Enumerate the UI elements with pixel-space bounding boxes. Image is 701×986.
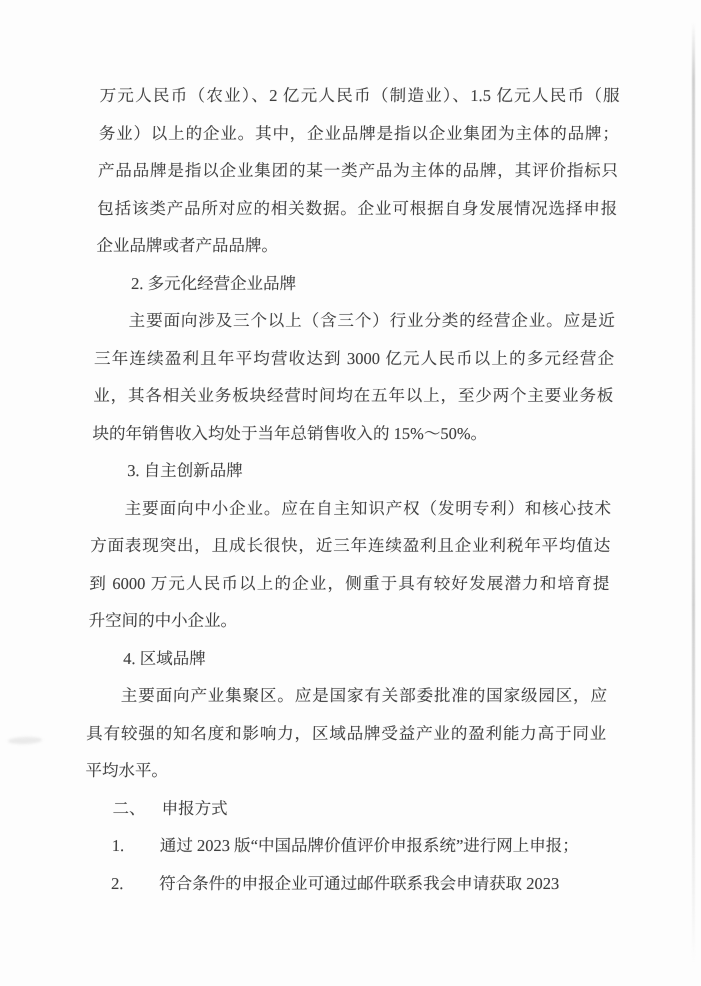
paragraph-brand-definitions [96, 77, 620, 265]
list-item-email-application [83, 865, 604, 903]
subheading-independent-innovation-brand: 3. 自主创新品牌 [127, 461, 243, 480]
scan-artifact-left-smudge [8, 736, 42, 744]
list-item-text: 通过 2023 版“中国品牌价值评价申报系统”进行网上申报； [159, 836, 580, 855]
document-text-block [83, 77, 620, 902]
text-line: 升空间的中小企业。 [88, 611, 238, 630]
paragraph-independent-innovation-brand [88, 490, 611, 640]
text-line: 到 6000 万元人民币以上的企业，侧重于具有较好发展潜力和培育提 [89, 573, 610, 593]
paragraph-diversified-enterprise-brand [92, 302, 615, 452]
subheading-regional-brand: 4. 区域品牌 [123, 648, 206, 668]
text-line: 块的年销售收入均处于当年总销售收入的 15%～50%。 [92, 423, 488, 443]
scan-artifact-right-edge [692, 22, 695, 962]
text-line: 万元人民币（农业）、2 亿元人民币（制造业）、1.5 亿元人民币（服 [99, 86, 620, 105]
subheading-diversified-enterprise-brand: 2. 多元化经营企业品牌 [130, 273, 297, 293]
text-line: 业，其各相关业务板块经营时间均在五年以上，至少两个主要业务板 [93, 386, 614, 405]
text-line: 主要面向中小企业。应在自主知识产权（发明专利）和核心技术 [124, 498, 612, 518]
text-line: 三年连续盈利且年平均营收达到 3000 亿元人民币以上的多元经营企 [93, 348, 615, 368]
text-line: 方面表现突出，且成长很快，近三年连续盈利且企业利税年平均值达 [89, 536, 611, 555]
text-line: 务业）以上的企业。其中，企业品牌是指以企业集团为主体的品牌； [98, 123, 620, 143]
section-number: 二、 [112, 798, 146, 818]
text-line: 平均水平。 [85, 761, 169, 780]
text-line: 具有较强的知名度和影响力，区域品牌受益产业的盈利能力高于同业 [86, 723, 607, 743]
text-line: 包括该类产品所对应的相关数据。企业可根据自身发展情况选择申报 [97, 198, 618, 218]
list-item-number: 1. [111, 836, 125, 855]
section-title: 申报方式 [161, 798, 228, 818]
text-line: 产品品牌是指以企业集团的某一类产品为主体的品牌，其评价指标只 [97, 161, 619, 180]
list-item-text: 符合条件的申报企业可通过邮件联系我会申请获取 2023 [158, 873, 560, 893]
text-line: 企业品牌或者产品品牌。 [96, 236, 279, 255]
list-item-number: 2. [110, 873, 124, 893]
text-line: 主要面向产业集聚区。应是国家有关部委批准的国家级园区，应 [120, 686, 608, 705]
paragraph-regional-brand [85, 677, 607, 790]
text-line: 主要面向涉及三个以上（含三个）行业分类的经营企业。应是近 [128, 311, 616, 330]
section-heading-application-method [84, 790, 605, 828]
list-item-online-application [84, 827, 605, 865]
